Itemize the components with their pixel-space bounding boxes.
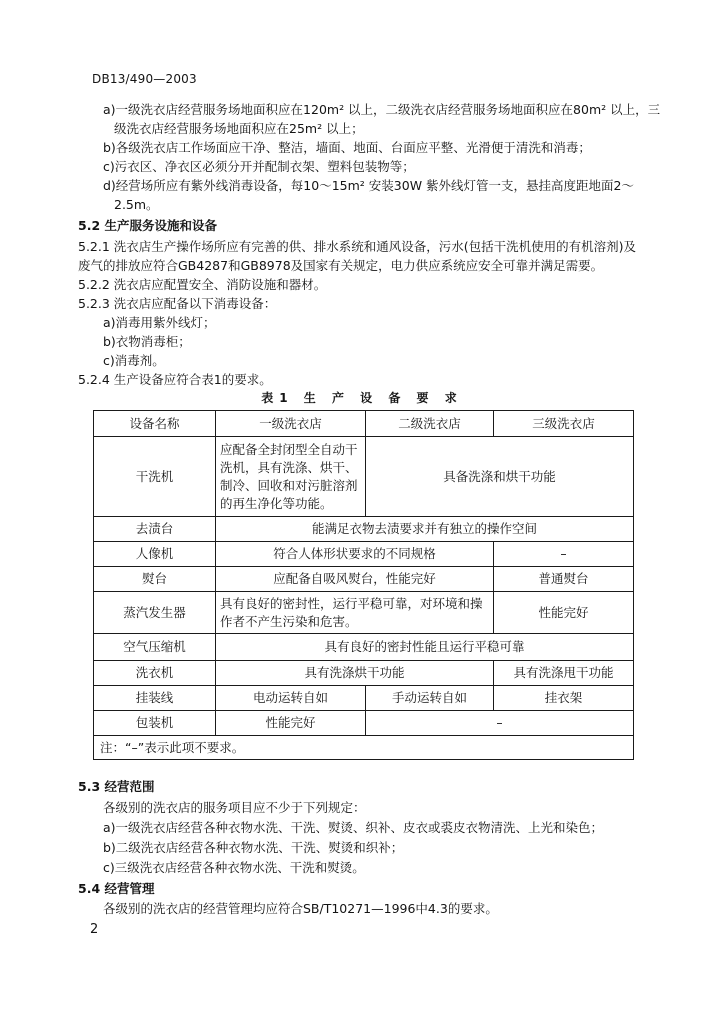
sec51-item-a-line2: 级洗衣店经营服务场地面积应在25m² 以上； — [114, 121, 364, 136]
sec52-heading: 5.2 生产服务设施和设备 — [78, 218, 217, 233]
header-equipment-name: 设备名称 — [94, 411, 216, 437]
header-level1: 一级洗衣店 — [216, 411, 366, 437]
table-header-row — [94, 411, 634, 437]
cell-ironing-level3: 普通熨台 — [494, 567, 634, 592]
sec51-item-d-line2: 2.5m。 — [114, 197, 159, 212]
equipment-requirements-table — [93, 410, 634, 760]
sec53-item-c: c)三级洗衣店经营各种衣物水洗、干洗和熨烫。 — [103, 860, 365, 875]
cell-spotting-name: 去渍台 — [94, 517, 216, 542]
cell-conveyor-level2: 手动运转自如 — [366, 686, 494, 711]
header-level3: 三级洗衣店 — [494, 411, 634, 437]
sec523-item-b: b)衣物消毒柜； — [103, 334, 191, 349]
cell-washer-level12: 具有洗涤烘干功能 — [216, 661, 494, 686]
cell-steam-level12: 具有良好的密封性，运行平稳可靠，对环境和操作者不产生污染和危害。 — [216, 592, 494, 634]
cell-steam-level3: 性能完好 — [494, 592, 634, 634]
sec522: 5.2.2 洗衣店应配置安全、消防设施和器材。 — [78, 277, 327, 292]
sec51-item-b: b)各级洗衣店工作场面应干净、整洁，墙面、地面、台面应平整、光滑便于清洗和消毒； — [103, 140, 591, 155]
cell-ironing-level12: 应配备自吸风熨台，性能完好 — [216, 567, 494, 592]
sec54-heading: 5.4 经营管理 — [78, 881, 155, 896]
cell-dry-cleaner-name: 干洗机 — [94, 437, 216, 517]
sec523-item-a: a)消毒用紫外线灯； — [103, 315, 216, 330]
sec521-line2: 废气的排放应符合GB4287和GB8978及国家有关规定，电力供应系统应安全可靠并满足需要。 — [78, 258, 604, 273]
cell-form-finisher-level3: – — [494, 542, 634, 567]
table-row-packaging — [94, 711, 634, 736]
cell-compressor-value: 具有良好的密封性能且运行平稳可靠 — [216, 634, 634, 661]
table-note: 注：“–”表示此项不要求。 — [94, 736, 634, 760]
cell-compressor-name: 空气压缩机 — [94, 634, 216, 661]
sec524: 5.2.4 生产设备应符合表1的要求。 — [78, 372, 272, 387]
table-row-spotting — [94, 517, 634, 542]
sec521-line1: 5.2.1 洗衣店生产操作场所应有完善的供、排水系统和通风设备，污水(包括干洗机使用的有机溶剂)及 — [78, 239, 637, 254]
table-note-row — [94, 736, 634, 760]
sec51-item-a-line1: a)一级洗衣店经营服务场地面积应在120m² 以上，二级洗衣店经营服务场地面积应在80m² 以上，三 — [103, 102, 661, 117]
sec53-item-b: b)二级洗衣店经营各种衣物水洗、干洗、熨烫和织补； — [103, 840, 404, 855]
cell-dry-cleaner-level1: 应配备全封闭型全自动干洗机，具有洗涤、烘干、制冷、回收和对污脏溶剂的再生净化等功能。 — [216, 437, 366, 517]
cell-ironing-name: 熨台 — [94, 567, 216, 592]
sec53-intro: 各级别的洗衣店的服务项目应不少于下列规定： — [103, 800, 366, 815]
page-number: 2 — [90, 922, 99, 937]
table-row-washer — [94, 661, 634, 686]
cell-dry-cleaner-level23: 具备洗涤和烘干功能 — [366, 437, 634, 517]
cell-washer-level3: 具有洗涤甩干功能 — [494, 661, 634, 686]
sec523: 5.2.3 洗衣店应配备以下消毒设备： — [78, 296, 277, 311]
cell-steam-name: 蒸汽发生器 — [94, 592, 216, 634]
cell-packaging-name: 包装机 — [94, 711, 216, 736]
cell-spotting-value: 能满足衣物去渍要求并有独立的操作空间 — [216, 517, 634, 542]
table-caption: 表1 生 产 设 备 要 求 — [261, 391, 463, 405]
sec523-item-c: c)消毒剂。 — [103, 353, 165, 368]
table-row-steam-generator — [94, 592, 634, 634]
header-level2: 二级洗衣店 — [366, 411, 494, 437]
cell-conveyor-level1: 电动运转自如 — [216, 686, 366, 711]
cell-packaging-level23: – — [366, 711, 634, 736]
sec51-item-d-line1: d)经营场所应有紫外线消毒设备，每10～15m² 安装30W 紫外线灯管一支，悬挂高度距地面2～ — [103, 178, 634, 193]
table-row-form-finisher — [94, 542, 634, 567]
sec53-item-a: a)一级洗衣店经营各种衣物水洗、干洗、熨烫、织补、皮衣或裘皮衣物清洗、上光和染色； — [103, 820, 604, 835]
cell-form-finisher-level12: 符合人体形状要求的不同规格 — [216, 542, 494, 567]
table-row-ironing — [94, 567, 634, 592]
table-row-compressor — [94, 634, 634, 661]
cell-packaging-level1: 性能完好 — [216, 711, 366, 736]
standard-code: DB13/490—2003 — [92, 72, 197, 86]
cell-conveyor-name: 挂装线 — [94, 686, 216, 711]
sec54-body: 各级别的洗衣店的经营管理均应符合SB/T10271—1996中4.3的要求。 — [103, 901, 498, 916]
sec51-item-c: c)污衣区、净衣区必须分开并配制衣架、塑料包装物等； — [103, 159, 415, 174]
cell-washer-name: 洗衣机 — [94, 661, 216, 686]
table-row-dry-cleaner — [94, 437, 634, 517]
sec53-heading: 5.3 经营范围 — [78, 779, 155, 794]
cell-form-finisher-name: 人像机 — [94, 542, 216, 567]
table-row-conveyor — [94, 686, 634, 711]
cell-conveyor-level3: 挂衣架 — [494, 686, 634, 711]
